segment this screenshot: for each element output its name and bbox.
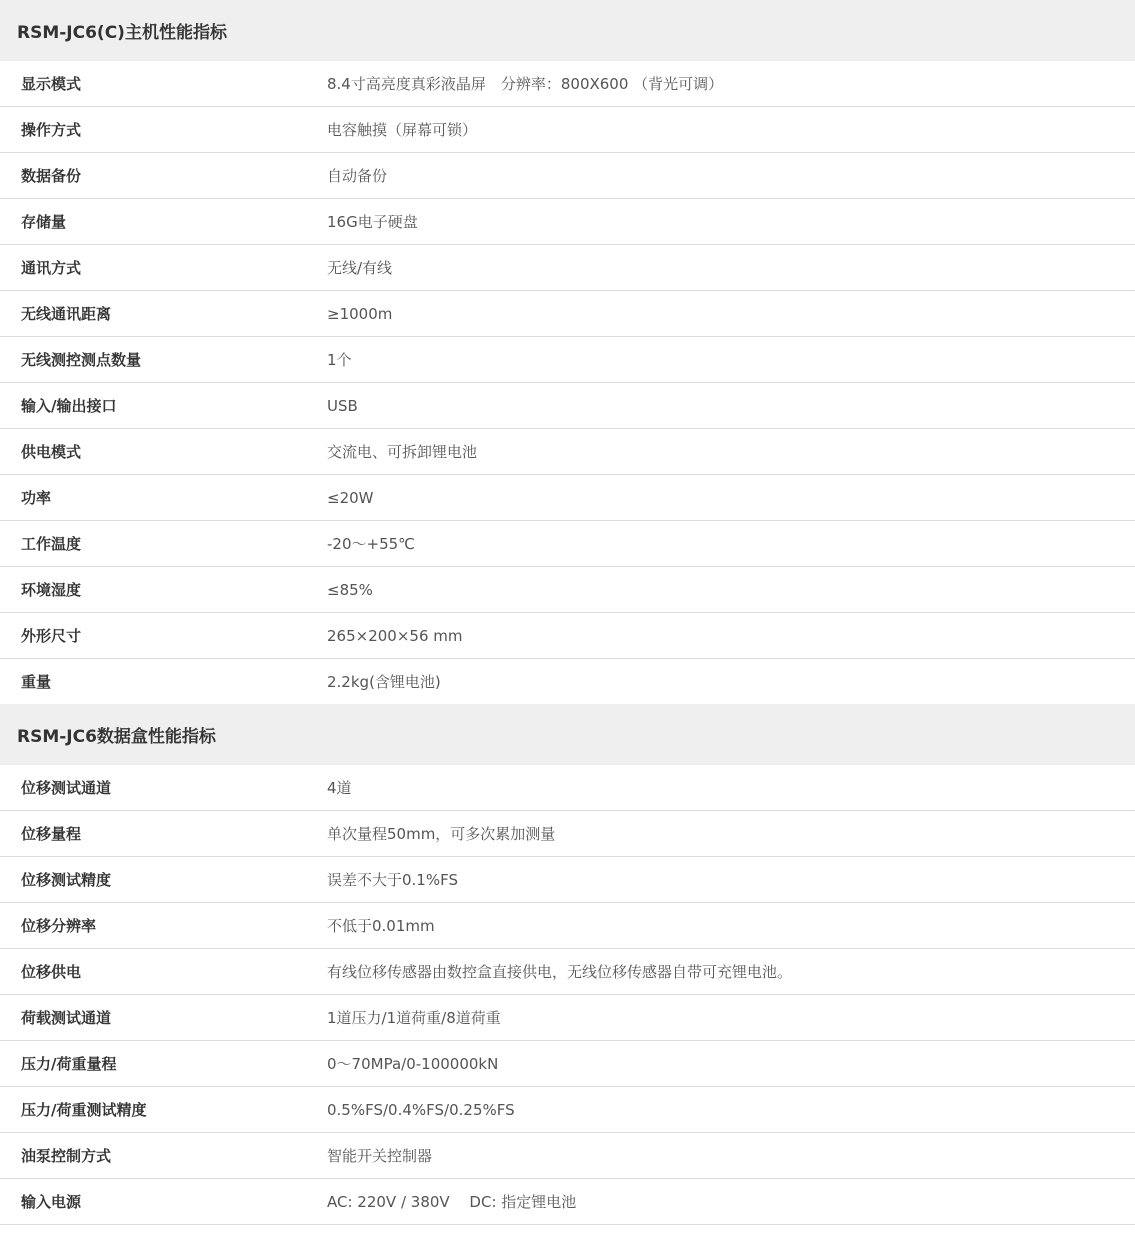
table-row: [0, 1133, 1135, 1179]
row-value: 0～70MPa/0-100000kN: [327, 1055, 499, 1073]
spec-table-host: [0, 61, 1135, 704]
table-row: [0, 153, 1135, 199]
row-value: 自动备份: [327, 167, 388, 185]
table-row: [0, 857, 1135, 903]
table-row: [0, 291, 1135, 337]
row-label: 荷载测试通道: [21, 1009, 112, 1027]
row-value: 智能开关控制器: [327, 1147, 433, 1165]
row-label: 位移分辨率: [21, 917, 97, 935]
table-row: [0, 567, 1135, 613]
row-label: 操作方式: [21, 121, 82, 139]
row-value: 误差不大于0.1%FS: [327, 871, 458, 889]
row-label: 无线测控测点数量: [21, 351, 142, 369]
table-row: [0, 245, 1135, 291]
row-label: 数据备份: [21, 167, 82, 185]
row-value: 16G电子硬盘: [327, 213, 418, 231]
row-label: 功率: [21, 489, 52, 507]
row-value: 1个: [327, 351, 352, 369]
table-row: [0, 613, 1135, 659]
row-value: USB: [327, 396, 358, 415]
row-value: 0.5%FS/0.4%FS/0.25%FS: [327, 1100, 515, 1119]
table-row: [0, 995, 1135, 1041]
row-label: 存储量: [21, 213, 67, 231]
row-label: 环境湿度: [21, 581, 82, 599]
table-row: [0, 337, 1135, 383]
row-label: 通讯方式: [21, 259, 82, 277]
row-label: 位移供电: [21, 963, 82, 981]
table-row: [0, 949, 1135, 995]
table-row: [0, 475, 1135, 521]
row-value: 4道: [327, 779, 352, 797]
table-row: [0, 1179, 1135, 1225]
row-value: 单次量程50mm，可多次累加测量: [327, 825, 556, 843]
row-value: 265×200×56 mm: [327, 626, 463, 645]
table-row: [0, 61, 1135, 107]
row-label: 位移量程: [21, 825, 82, 843]
row-value: ≤85%: [327, 580, 373, 599]
row-value: 有线位移传感器由数控盒直接供电，无线位移传感器自带可充锂电池。: [327, 963, 793, 981]
table-row: [0, 1087, 1135, 1133]
row-value: ≤20W: [327, 488, 374, 507]
row-label: 位移测试精度: [21, 871, 112, 889]
row-value: AC: 220V / 380V DC: 指定锂电池: [327, 1193, 577, 1211]
section-title-host: RSM-JC6(C)主机性能指标: [0, 0, 1135, 61]
row-value: 2.2kg(含锂电池): [327, 673, 441, 691]
table-row: [0, 199, 1135, 245]
row-value: 不低于0.01mm: [327, 917, 435, 935]
table-row: [0, 383, 1135, 429]
row-value: 无线/有线: [327, 259, 393, 277]
row-label: 油泵控制方式: [21, 1147, 112, 1165]
section-title-databox: RSM-JC6数据盒性能指标: [0, 704, 1135, 765]
table-row: [0, 811, 1135, 857]
row-label: 位移测试通道: [21, 779, 112, 797]
table-row: [0, 903, 1135, 949]
row-label: 无线通讯距离: [21, 305, 112, 323]
spec-table-databox: [0, 765, 1135, 1225]
table-row: [0, 659, 1135, 704]
row-value: 交流电、可拆卸锂电池: [327, 443, 478, 461]
row-label: 供电模式: [21, 443, 82, 461]
row-value: 8.4寸高亮度真彩液晶屏 分辨率：800X600 （背光可调）: [327, 75, 724, 93]
row-value: -20～+55℃: [327, 535, 416, 553]
table-row: [0, 765, 1135, 811]
row-label: 重量: [21, 673, 52, 691]
row-label: 压力/荷重量程: [21, 1055, 117, 1073]
row-value: 电容触摸（屏幕可锁）: [327, 121, 478, 139]
table-row: [0, 107, 1135, 153]
table-row: [0, 1041, 1135, 1087]
row-label: 压力/荷重测试精度: [21, 1101, 147, 1119]
row-label: 外形尺寸: [21, 627, 82, 645]
row-value: ≥1000m: [327, 304, 393, 323]
row-label: 输入电源: [21, 1193, 82, 1211]
row-label: 工作温度: [21, 535, 82, 553]
table-row: [0, 521, 1135, 567]
row-label: 显示模式: [21, 75, 82, 93]
table-row: [0, 429, 1135, 475]
row-value: 1道压力/1道荷重/8道荷重: [327, 1009, 501, 1027]
row-label: 输入/输出接口: [21, 397, 117, 415]
